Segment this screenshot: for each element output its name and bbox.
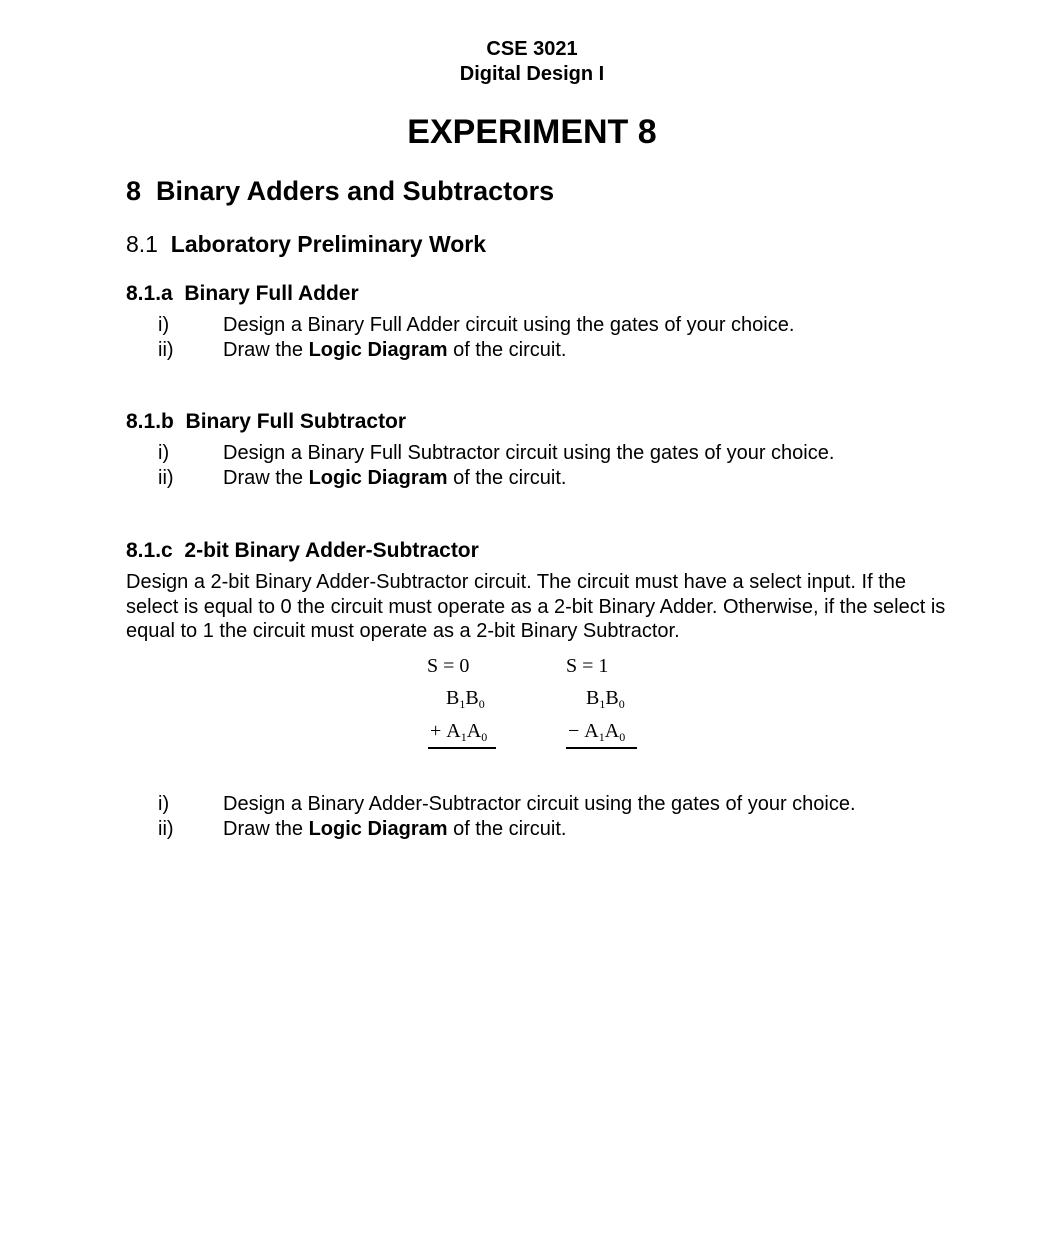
list-item: Draw the Logic Diagram of the circuit. — [223, 818, 567, 840]
sub-operand-a: − $A_1A_0$ — [568, 720, 626, 744]
course-code: CSE 3021 — [486, 38, 578, 60]
part-a-heading — [126, 282, 359, 306]
list-item: Draw the Logic Diagram of the circuit. — [223, 339, 567, 361]
select-one-label: S = 1 — [566, 655, 609, 677]
section-title: Binary Adders and Subtractors — [156, 176, 555, 206]
list-item: Design a Binary Full Adder circuit using the gates of your choice. — [223, 314, 795, 336]
part-b-number: 8.1.b — [126, 410, 174, 433]
subsection-title: Laboratory Preliminary Work — [170, 231, 487, 257]
add-operand-a: + $A_1A_0$ — [430, 720, 488, 744]
list-item: Draw the Logic Diagram of the circuit. — [223, 467, 567, 489]
section-heading — [126, 176, 554, 207]
section-number: 8 — [126, 176, 142, 206]
part-b-heading — [126, 410, 406, 434]
add-sum-rule — [428, 747, 496, 749]
select-zero-label: S = 0 — [427, 655, 470, 677]
add-operand-b: $B_1B_0$ — [446, 687, 485, 711]
part-c-description: Design a 2-bit Binary Adder-Subtractor circuit. The circuit must have a select input. If the select is equal to 0 the circuit must operate as a 2-bit Binary Adder. Otherwise, if the select is equal to 1 the circuit must operate as a 2-bit Binary Subtractor. — [126, 571, 946, 642]
part-c-number: 8.1.c — [126, 539, 173, 562]
list-marker: i) — [158, 314, 170, 336]
subsection-heading — [126, 231, 486, 258]
part-b-title: Binary Full Subtractor — [185, 410, 407, 433]
list-marker: i) — [158, 793, 170, 815]
logic-diagram-emphasis: Logic Diagram — [308, 339, 448, 361]
experiment-title: EXPERIMENT 8 — [407, 113, 657, 151]
plus-operator: + — [430, 720, 442, 742]
list-item: Design a Binary Adder-Subtractor circuit using the gates of your choice. — [223, 793, 856, 815]
part-c-heading — [126, 539, 479, 563]
logic-diagram-emphasis: Logic Diagram — [308, 818, 448, 840]
list-marker: i) — [158, 442, 170, 464]
logic-diagram-emphasis: Logic Diagram — [308, 467, 448, 489]
list-item: Design a Binary Full Subtractor circuit using the gates of your choice. — [223, 442, 835, 464]
part-c-title: 2-bit Binary Adder-Subtractor — [184, 539, 479, 562]
part-a-number: 8.1.a — [126, 282, 173, 305]
list-marker: ii) — [158, 818, 174, 840]
list-marker: ii) — [158, 467, 174, 489]
course-name: Digital Design I — [459, 63, 605, 85]
list-marker: ii) — [158, 339, 174, 361]
sub-operand-b: $B_1B_0$ — [586, 687, 625, 711]
sub-diff-rule — [566, 747, 637, 749]
minus-operator: − — [568, 720, 580, 742]
subsection-number: 8.1 — [126, 231, 158, 257]
part-a-title: Binary Full Adder — [184, 282, 359, 305]
